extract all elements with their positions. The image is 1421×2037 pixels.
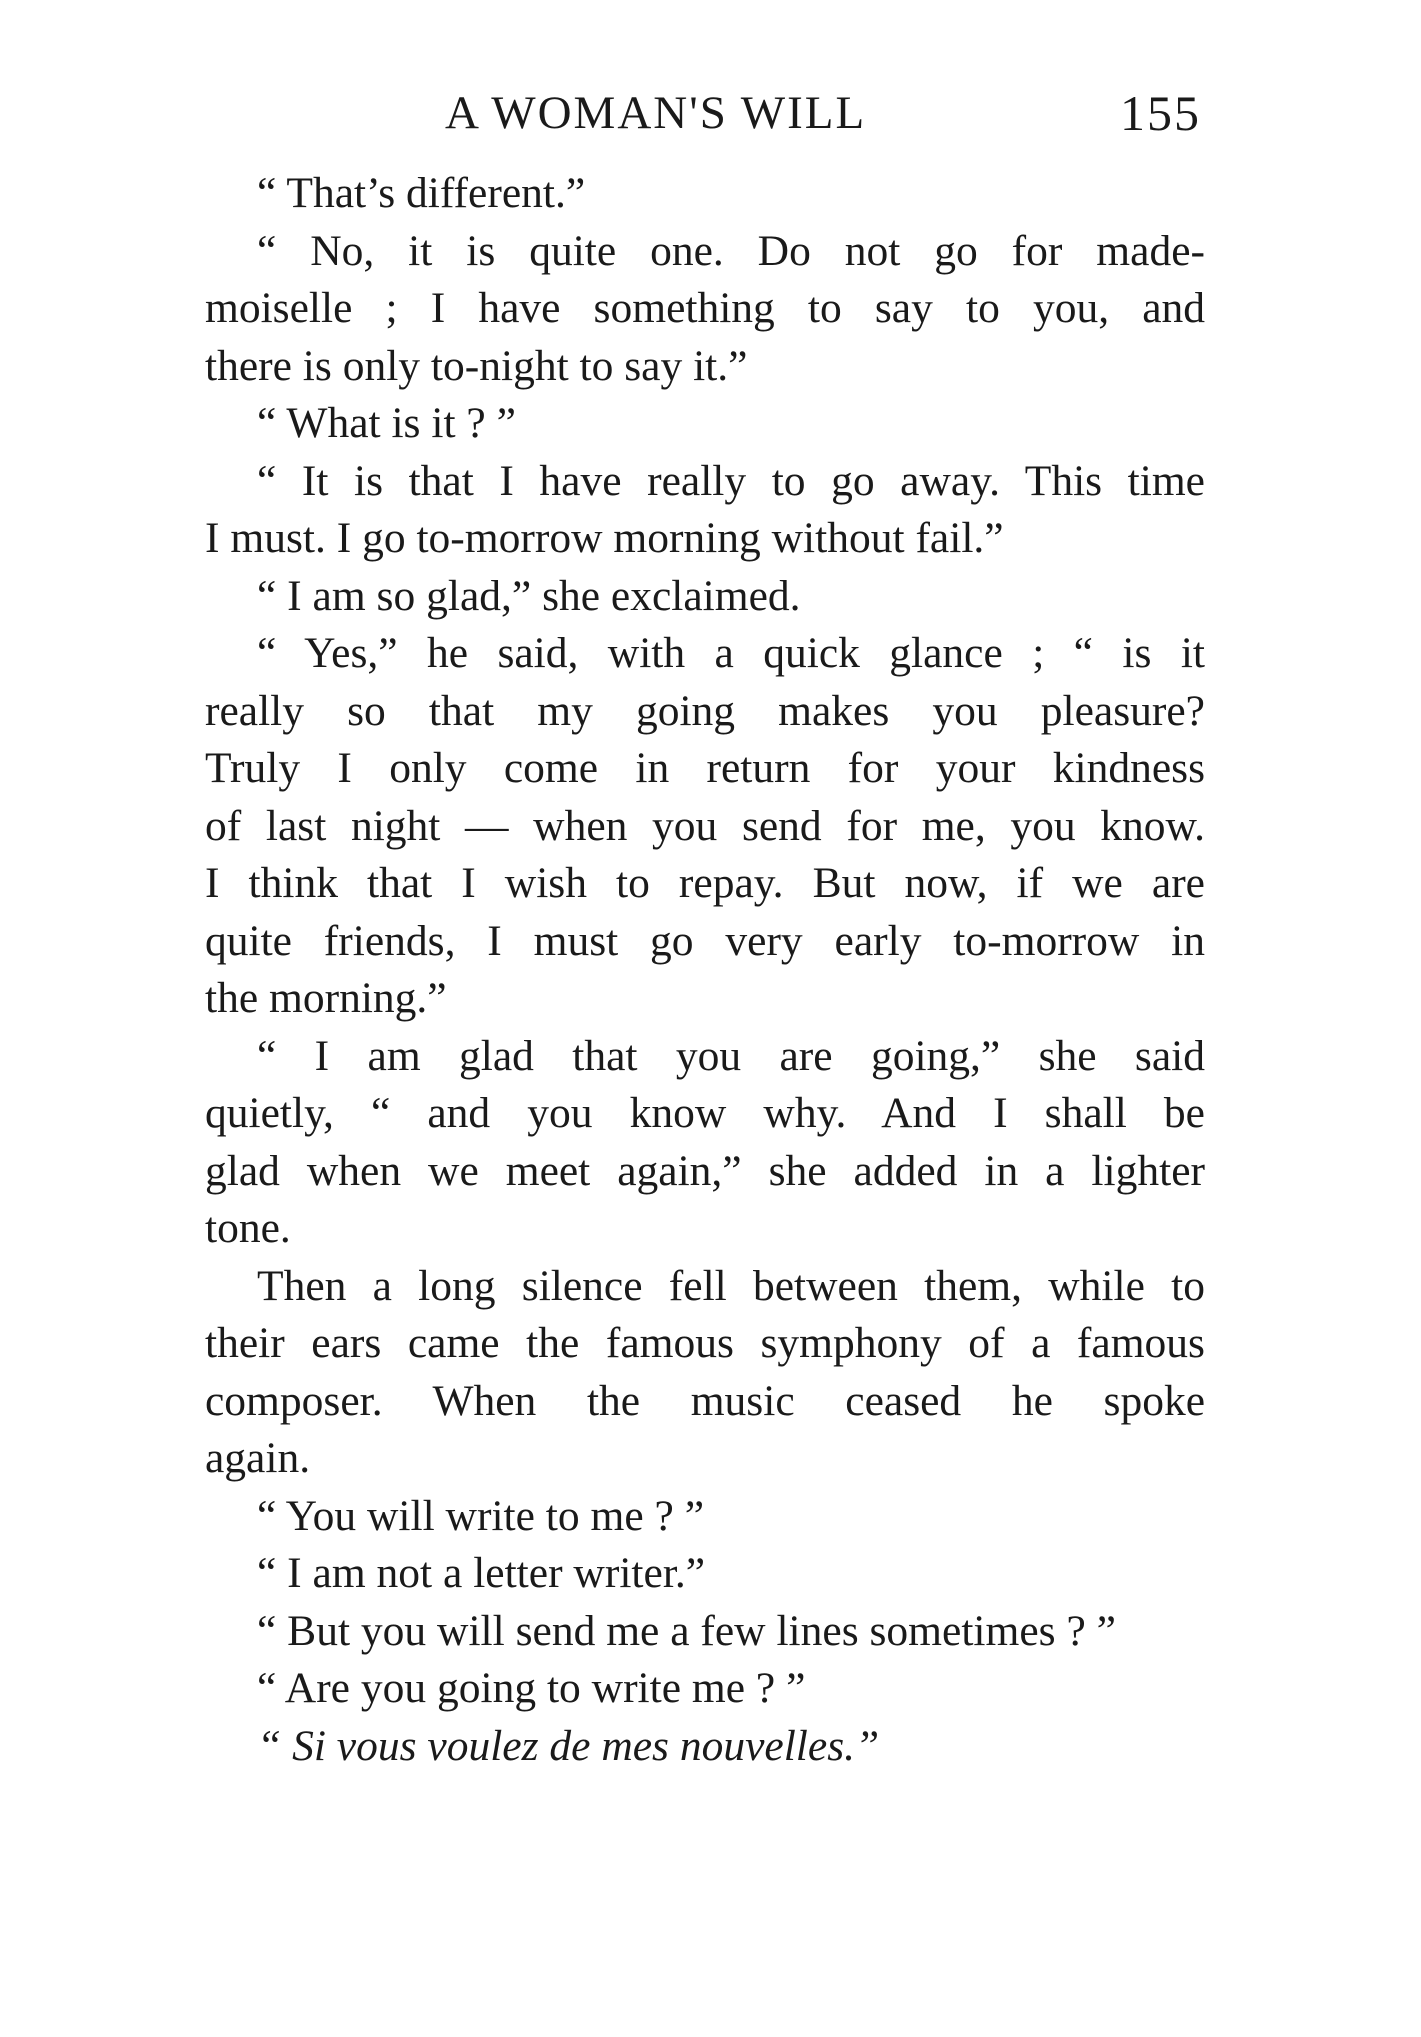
text-line: again. — [205, 1434, 311, 1482]
body-text — [205, 165, 1205, 1775]
text-line: “ Are you going to write me ? ” — [257, 1664, 806, 1712]
text-line: “ I am glad that you are going,” she said — [257, 1031, 1205, 1080]
text-line: “ No, it is quite one. Do not go for made- — [257, 226, 1205, 275]
text-line: really so that my going makes you pleasure? — [205, 686, 1205, 735]
text-line: I think that I wish to repay. But now, if we are — [205, 859, 1205, 907]
text-line: “ I am not a letter writer.” — [257, 1549, 706, 1597]
text-line: of last night — when you send for me, you know. — [205, 801, 1205, 850]
text-line: Then a long silence fell between them, while to — [257, 1261, 1205, 1310]
text-line: “ It is that I have really to go away. This time — [257, 456, 1205, 505]
text-line: I must. I go to-morrow morning without fail.” — [205, 514, 1004, 562]
text-line: Truly I only come in return for your kindness — [205, 744, 1205, 792]
text-line: composer. When the music ceased he spoke — [205, 1376, 1205, 1425]
text-line: “ What is it ? ” — [257, 399, 516, 447]
text-line: glad when we meet again,” she added in a lighter — [205, 1146, 1205, 1195]
text-line: “ But you will send me a few lines sometimes ? ” — [257, 1606, 1116, 1655]
text-line: “ You will write to me ? ” — [257, 1491, 705, 1540]
text-line: the morning.” — [205, 974, 447, 1022]
text-line: quietly, “ and you know why. And I shall be — [205, 1089, 1205, 1137]
page-number: 155 — [1120, 85, 1201, 141]
text-line: there is only to-night to say it.” — [205, 341, 748, 390]
text-line: tone. — [205, 1204, 291, 1252]
text-line: “ I am so glad,” she exclaimed. — [257, 571, 801, 620]
running-head — [205, 78, 1205, 148]
text-line: “ That’s different.” — [257, 169, 586, 217]
text-line: moiselle ; I have something to say to you, and — [205, 284, 1205, 332]
text-line: quite friends, I must go very early to-morrow in — [205, 916, 1205, 965]
running-title: A WOMAN'S WILL — [445, 87, 867, 139]
text-line: their ears came the famous symphony of a famous — [205, 1319, 1205, 1367]
text-line-italic: “ Si vous voulez de mes nouvelles.” — [257, 1721, 880, 1770]
text-line: “ Yes,” he said, with a quick glance ; “ is it — [257, 629, 1205, 677]
